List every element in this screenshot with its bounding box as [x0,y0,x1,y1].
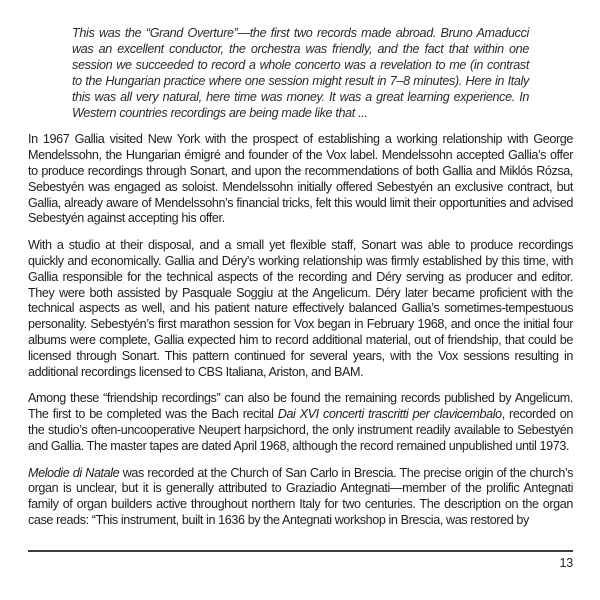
text-column [28,26,573,529]
paragraph-3-rest: , recorded on the studio’s often-uncooperative Neupert harpsichord, the only instrument readily available to Sebestyén and Gallia. The master tapes are dated April 1968, although the record remained unpublished until 1973. [28,407,574,453]
paragraph-4 [28,466,573,529]
pull-quote: This was the “Grand Overture”—the first two records made abroad. Bruno Amaducci was an excellent conductor, the orchestra was friendly, and the fact that within one session we succeeded to record a whole concerto was a revelation to me (in contrast to the Hungarian practice where one session might result in 7–8 minutes). Here in Italy this was all very natural, here time was money. It was a great learning experience. In Western countries recordings are being made like that ... [72,26,529,120]
paragraph-2: With a studio at their disposal, and a small yet flexible staff, Sonart was able to produce recordings quickly and economically. Gallia and Déry’s working relationship was firmly established by this time, with Gallia responsible for the technical aspects of the recording and Déry serving as producer and editor. They were both assisted by Pasquale Soggiu at the Angelicum. Déry later became proficient with the technical aspects as well, and his patient nature effectively balanced Gallia’s sometimes-tempestuous personality. Sebestyén’s first marathon session for Vox began in February 1968, and once the initial four albums were complete, Gallia expected him to record additional material, out of friendship, that could be licensed through Sonart. This pattern continued for several years, with the Vox sessions resulting in additional recordings licensed to CBS Italiana, Ariston, and BAM. [28,238,573,379]
footer-rule [28,550,573,552]
record-title-italic: Melodie di Natale [28,465,120,480]
paragraph-3 [28,391,573,454]
paragraph-1: In 1967 Gallia visited New York with the prospect of establishing a working relationship with George Mendelssohn, the Hungarian émigré and founder of the Vox label. Mendelssohn accepted Gallia’s offer to produce recordings through Sonart, and upon the recommendations of both Gallia and Miklós Rózsa, Sebestyén was engaged as soloist. Mendelssohn initially offered Sebestyén an exclusive contract, but Gallia, already aware of Mendelssohn’s financial tricks, felt this would limit their opportunities and advised Sebestyén against accepting his offer. [28,132,573,226]
paragraph-3-lead: Among these “friendship recordings” can also be found the remaining records published by Angelicum. The first to be completed was the Bach recital [28,391,573,422]
album-title-italic: Dai XVI concerti trascritti per clavicembalo [277,407,502,422]
page-number: 13 [559,556,573,570]
paragraph-4-rest: was recorded at the Church of San Carlo in Brescia. The precise origin of the church’s organ is unclear, but it is generally attributed to Graziadio Antegnati—member of the prolific Antegnati family of organ builders active throughout northern Italy for two centuries. The description on the organ case reads: “This instrument, built in 1636 by the Antegnati workshop in Brescia, was restored by [28,465,573,527]
